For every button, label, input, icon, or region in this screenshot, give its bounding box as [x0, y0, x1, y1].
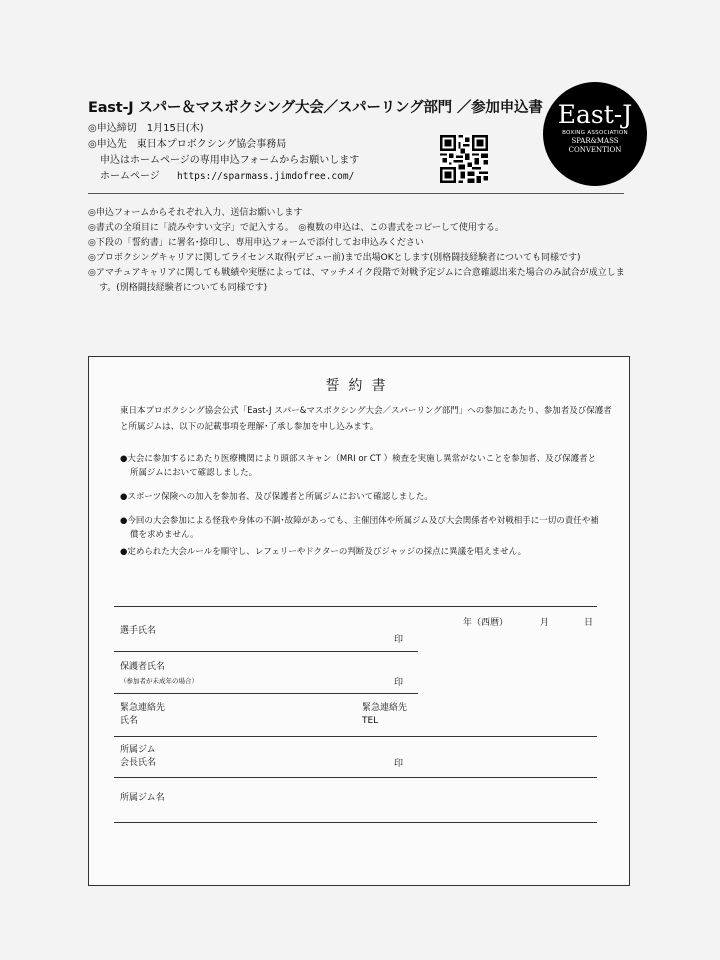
destination-text: ◎申込先 東日本プロボクシング協会事務局 [88, 139, 287, 150]
homepage-link[interactable]: https://sparmass.jimdofree.com/ [177, 171, 355, 182]
date-day-label: 日 [584, 618, 594, 628]
date-year-label: 年（西暦） [463, 618, 509, 628]
date-month-label: 月 [540, 618, 550, 628]
player-name-line [114, 651, 418, 652]
homepage-label: ホームページ [100, 171, 160, 182]
emergency-name-label: 緊急連絡先 [120, 703, 166, 713]
logo-line3: CONVENTION [568, 146, 622, 154]
pledge-item: ●今回の大会参加による怪我や身体の不調･故障があっても、主催団体や所属ジム及び大会関係者や対戦相手に一切の責任や補償を求めません。 [120, 516, 599, 540]
emergency-line [114, 736, 597, 737]
method-text: 申込はホームページの専用申込フォームからお願いします [100, 155, 360, 166]
pledge-intro: 東日本プロボクシング協会公式「East-J スパー&マスボクシング大会／スパーリング部門」への参加にあたり、参加者及び保護者と所属ジムは、以下の記載事項を理解･了承し参加を申し込みます。 [120, 406, 612, 432]
emergency-name-sublabel: 氏名 [120, 716, 139, 726]
president-name-field[interactable] [170, 744, 385, 774]
guardian-note: （参加者が未成年の場合） [120, 677, 198, 685]
gym-president-line [114, 777, 597, 778]
gym-name-line [114, 822, 597, 823]
logo-name: East-J [557, 100, 633, 129]
seal-mark: 印 [394, 759, 404, 769]
president-name-label: 会長氏名 [120, 758, 157, 768]
guardian-name-field[interactable] [215, 660, 385, 688]
east-j-logo [543, 82, 647, 186]
homepage-row [100, 170, 354, 184]
player-name-field[interactable] [160, 625, 385, 647]
pledge-title: 誓約書 [325, 378, 395, 394]
pledge-item: ●スポーツ保険への加入を参加者、及び保護者と所属ジムにおいて確認しました。 [120, 492, 433, 502]
pledge-item: ●定められた大会ルールを順守し、レフェリーやドクターの判断及びジャッジの採点に異議を唱えません。 [120, 547, 527, 557]
qr-code-icon[interactable] [440, 135, 488, 183]
guardian-name-line [114, 693, 418, 694]
logo-line1: BOXING ASSOCIATION [562, 130, 628, 136]
emergency-tel-label: 緊急連絡先 [362, 703, 408, 713]
deadline-text: ◎申込締切 1月15日(木) [88, 123, 204, 134]
gym-name-label: 所属ジム名 [120, 793, 165, 803]
gym-label: 所属ジム [120, 745, 156, 755]
player-name-label: 選手氏名 [120, 626, 157, 636]
logo-line2: SPAR&MASS [571, 137, 619, 145]
emergency-tel-field[interactable] [420, 702, 590, 732]
emergency-name-field[interactable] [160, 702, 350, 732]
signature-top-line [114, 606, 597, 607]
gym-name-field[interactable] [180, 788, 590, 818]
note-item: ◎申込フォームからそれぞれ入力、送信お願いします [88, 208, 303, 218]
seal-mark: 印 [394, 635, 404, 645]
notes-list [88, 206, 633, 296]
note-item: ◎プロボクシングキャリアに関してライセンス取得(デビュー前)まで出場OKとします(別格闘技経験者についても同様です) [88, 253, 581, 263]
note-item: ◎書式の全項目に「読みやすい文字」で記入する。 ◎複数の申込は、この書式をコピーして使用する。 [88, 223, 504, 233]
emergency-tel-sublabel: TEL [362, 716, 379, 726]
note-item: ◎下段の「誓約書」に署名･捺印し、専用申込フォームで添付してお申込みください [88, 238, 424, 248]
pledge-item: ●大会に参加するにあたり医療機関により頭部スキャン（MRI or CT ）検査を実施し異常がないことを参加者、及び保護者と所属ジムにおいて確認しました。 [120, 454, 597, 478]
header-divider [88, 193, 624, 194]
seal-mark: 印 [394, 678, 404, 688]
guardian-name-label: 保護者氏名 [120, 662, 166, 672]
note-item: ◎アマチュアキャリアに関しても戦績や実歴によっては、マッチメイク段階で対戦予定ジムに合意確認出来た場合のみ試合が成立します。(別格闘技経験者についても同様です) [88, 268, 625, 293]
form-title: East-J スパー＆マスボクシング大会／スパーリング部門 ／参加申込書 [88, 100, 543, 116]
